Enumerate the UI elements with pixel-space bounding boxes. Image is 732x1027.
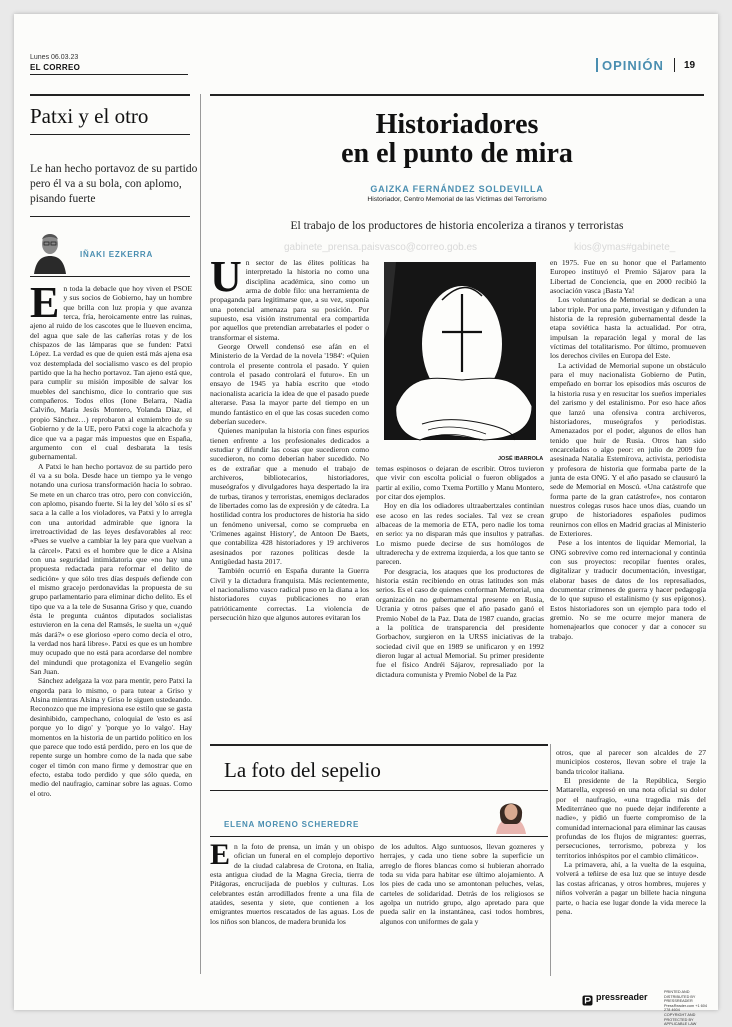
sepelio-title-rule xyxy=(210,790,548,791)
article-illustration xyxy=(376,260,544,458)
sepelio-col2-text: de los adultos. Algo suntuosos, llevan gozneres y herrajes, y cada uno tiene sobre la superficie un arreglo de flores blancas como si hubieran ahorrado toda su vida para habitar ese último alojamiento. A los pies de cada uno se amontonan peluches, velas, carteles de solidaridad. Detrás de los religiosos se agolpa un nutrido grupo, algo apretado para que pueda salir en la instantánea, casi todos hombres, algunos con uniformes de gala y xyxy=(380,842,544,926)
pressreader-logo-text: pressreader xyxy=(596,992,648,1002)
section-label: OPINIÓN xyxy=(602,58,664,73)
sepelio-col-2 xyxy=(380,842,544,978)
sepelio-col3-p2: El presidente de la República, Sergio Mattarella, expresó en una nota oficial su dolor por el naufragio, «una tragedia más del Mediterráneo que no puede dejar indiferente a nadie», y pidió un fuerte compromiso de la comunidad internacional para eliminar las causas profundas de los flujos de migrantes: guerras, persecuciones, terrorismo, pobreza y los territorios inhóspitos por el cambio climático». xyxy=(556,776,706,860)
main-col2-p1: temas espinosos o dejaran de escribir. Otros tuvieron que vivir con escolta policial o fueron obligados a partir al exilio, como Txema Portillo y Manu Montero, por citar dos ejemplos. xyxy=(376,464,544,502)
main-dropcap: U xyxy=(210,252,242,301)
newspaper-page xyxy=(14,14,718,1027)
pressreader-footer[interactable] xyxy=(582,988,712,1027)
fineprint-line-1: PRINTED AND DISTRIBUTED BY PRESSREADER xyxy=(664,990,696,1004)
main-col1-p2: George Orwell condensó ese afán en el Ministerio de la Verdad de la novela '1984': «Quien controla el presente controla el pasado. Y quien controla el pasado controlará el futuro». En un ensayo de 1945 ya había escrito que «todo nacionalista acaricia la idea de que el pasado puede alterarse. Pasa la mayor parte del tiempo en un mundo fantástico en el que las cosas suceden como deberían suceder». xyxy=(210,342,369,426)
pressreader-logo-icon xyxy=(582,991,593,1002)
main-deck: El trabajo de los productores de historia encoleriza a tiranos y terroristas xyxy=(290,220,624,232)
watermark-mid: gabinete_prensa.paisvasco@correo.gob.es xyxy=(284,242,478,253)
sepelio-col3-p1: otros, que al parecer son alcaldes de 27 municipios costeros, llevan sobre el traje la banda tricolor italiana. xyxy=(556,748,706,776)
sepelio-title: La foto del sepelio xyxy=(224,758,381,782)
left-paragraph-3: Sánchez adelgaza la voz para mentir, pero Patxi la engorda para lo mismo, o para tutear a Griso y Alsina mientras Alsina y Griso le siguen ustedeando. Reconozco que me impresiona ese estilo que se gasta desinhibido, campechano, coloquial de 'esto es así porque yo lo digo' y 'porque yo lo valgo'. Hay momentos en la historia de un partido político en los que parece que todo está perdido, pero en los que de repente surge un hombre como de la nada que sabe coger el timón con mano firme y demostrar que en efecto, estaba todo perdido y que sólo queda, en medio del naufragio, caminar sobre las aguas. Como el otro. xyxy=(30,676,192,798)
left-dropcap: E xyxy=(30,278,60,327)
section-bar-left xyxy=(596,58,598,72)
left-author: IÑAKI EZKERRA xyxy=(80,250,154,259)
main-title-line-1: Historiadores xyxy=(375,109,539,140)
main-col1-p1: n sector de las élites políticas ha interpretado la historia no como una disciplina académica, sino como un arma de doble filo: una herramienta de propaganda para legitimarse que, a su vez, suponía una potencial amenaza para su posición. Por supuesto, esa visión instrumental era compartida por aquellos que pretendían arrebatarles el poder o transformar el sistema. xyxy=(210,258,369,342)
left-title-rule xyxy=(30,134,190,135)
main-top-rule xyxy=(210,94,704,96)
sepelio-divider xyxy=(550,744,551,976)
main-col-1 xyxy=(210,252,369,738)
left-paragraph-1: n toda la debacle que hoy viven el PSOE y sus socios de Gobierno, hay un hombre que brilla con luz propia y que avanza terca, fría, heroicamente entre las ruinas, ajeno al ruido de los cascotes que le llueven encima, del agua que sale de las cañerías rotas y de los chispazos de las lámparas que se funden: Patxi López. La verdad es que de quien está más ajena esa voz destemplada del socialismo vasco es del propio partido que la ha hecho portavoz. Tan ajeno está que, para cumplir su misión imposible de salvar los muebles del sanchismo, dice lo contrario que sus compañeros. Todos ellos (Ione Belarra, Nadia Calviño, María Jesús Montero, Yolanda Díaz, el propio Sánchez…) reprobaron al exmiembro de su Gobierno y de la UE, pero Patxi coge la alcachofa y dice que va a pagar más impuestos que en España, argumento con el cual desbarata la tesis gubernamental. xyxy=(30,284,192,462)
left-column-body xyxy=(30,278,192,978)
issue-date: Lunes 06.03.23 xyxy=(30,54,79,61)
sepelio-col3-p3: La primavera, ahí, a la vuelta de la esquina, volverá a teñirse de esa luz que se intuye desde las costas africanas, y otros hombres, mujeres y niños volverán a pagar un billete hacia ninguna parte, o hacia ese lugar donde la vida merece la pena. xyxy=(556,860,706,916)
header-rule-left xyxy=(30,74,188,75)
main-col3-p3: La actividad de Memorial supone un obstáculo para el muy nacionalista Gobierno de Putin, empeñado en borrar los episodios más oscuros de la historia rusa y en resucitar los sueños imperiales del zarismo y del estalinismo. Por eso hace años que lanzó una ofensiva contra archiveros, historiadores, museógrafos y periodistas. Amenazados por el poder, algunos de ellos han tenido que huir de Rusia. Otros han sido encarcelados o algo peor: en julio de 2009 fue asesinada Natalia Estemírova, activista, periodista y profesora de historia que formaba parte de la junta de esta ONG. Y el año pasado se clausuró la sede de Memorial en Moscú. «Una catástrofe que forma parte de la gran catástrofe», nos contaron nuestros colegas rusos hace unos días, cuando un grupo de historiadores españoles pudimos reunirnos con ellos en Madrid gracias al Ministerio de Exteriores. xyxy=(550,360,706,538)
main-title xyxy=(210,110,704,168)
sepelio-col1-text: n la foto de prensa, un imán y un obispo ofician un funeral en el complejo deportivo de la ciudad calabresa de Crotona, en Italia, esta antigua ciudad de la Magna Grecia, tierra de Pitágoras, encrucijada de pueblos y culturas. Los celebrantes están arrodillados frente a una fila de ataúdes, sesenta y siete, que contienen a los emigrantes muertos rescatados de las aguas. Los de los niños son blancos, de madera brunida los xyxy=(210,842,374,926)
sepelio-top-rule xyxy=(210,744,548,746)
sepelio-dropcap: E xyxy=(210,838,231,871)
sepelio-author: ELENA MORENO SCHEREDRE xyxy=(224,820,360,829)
left-author-rule xyxy=(30,276,190,277)
pressreader-fineprint xyxy=(664,990,712,1027)
main-author: GAIZKA FERNÁNDEZ SOLDEVILLA xyxy=(370,184,544,194)
main-col-3 xyxy=(550,258,706,738)
main-col1-p3: Quienes manipulan la historia con fines espurios tienen enfrente a los profesionales dedicados a estudiar y difundir las cosas que sucedieron como sucedieron, no como deberían haber sucedido. No es de extrañar que a menudo el trabajo de archiveros, bibliotecarios, historiadores, museógrafos y divulgadores haya despertado la ira de turbas, tiranos y terroristas, enemigos declarados de libertades como las de expresión y de cátedra. La hostilidad contra los productores de historia ha sido un fenómeno universal, como se comprueba en 'Crímenes against History', de Antoon De Baets, que contabiliza 428 historiadores y 19 archiveros asesinados por razones políticas desde la Antigüedad hasta 2017. xyxy=(210,426,369,566)
fineprint-line-3: COPYRIGHT AND PROTECTED BY APPLICABLE LAW xyxy=(664,1012,697,1027)
left-subtitle-rule xyxy=(30,216,190,217)
main-col2-p2: Hoy en día los odiadores ultraabertzales continúan ese acoso en las redes sociales. Tal vez se crean albaceas de la memoria de ETA, pero nadie los toma en serio: ya no disparan más que insultos y patrañas. Lo mismo puede decirse de sus homólogos de ultraderecha y de extrema izquierda, a los que tanto se parecen. xyxy=(376,501,544,567)
main-col3-p4: Pese a los intentos de liquidar Memorial, la ONG sobrevive como red internacional y continúa con sus proyectos: recopilar fuentes orales, digitalizar y traducir documentación, investigar, elaborar bases de datos de los represaliados, documentar crímenes de guerra y hacer pedagogía de lo que supuso el estalinismo (y sus epígonos). Estos historiadores son un ejemplo para todo el gremio. No se me ocurre mejor manera de homenajearlos que conocer y dar a conocer su trabajo. xyxy=(550,538,706,641)
fineprint-line-2: PressReader.com +1 604 278 4604 xyxy=(664,1003,707,1013)
sepelio-author-rule xyxy=(210,836,548,837)
author-photo-ezkerra xyxy=(30,222,70,274)
left-column-subtitle: Le han hecho portavoz de su partido pero él va a su bola, con aplomo, pisando fuerte xyxy=(30,163,198,205)
sepelio-col-3 xyxy=(556,748,706,978)
column-divider-left xyxy=(200,94,201,974)
watermark-right: kios@ymas#gabinete_ xyxy=(574,242,676,253)
author-photo-moreno xyxy=(488,794,534,834)
sepelio-col-1 xyxy=(210,838,374,978)
main-col3-p2: Los voluntarios de Memorial se dedican a una labor triple. Por una parte, investigan y difunden la historia de la represión gubernamental desde la etapa soviética hasta la actualidad. Por otra, impulsan la reparación legal y moral de las víctimas del totalitarismo. Por último, promueven los derechos civiles en Europa del Este. xyxy=(550,295,706,361)
left-column-title: Patxi y el otro xyxy=(30,104,149,128)
illustration-credit: JOSÉ IBARROLA xyxy=(498,456,544,462)
main-col-2 xyxy=(376,464,544,738)
left-paragraph-2: A Patxi le han hecho portavoz de su partido pero él va a su bola. Desde hace un tiempo ya le vengo notando una curiosa transformación hacia lo sobrao. Se mete en un charco tras otro, pero con convicción, con aplomo, pisando fuerte. Si la ley del 'sólo sí es sí' saca a la calle a los violadores, va Patxi y lo arregla con una autoridad admirable que ignora la irretroactividad de las leyes desfavorables al reo: «Pues se vuelve a cambiar la ley para que vuelvan a la cárcel». Patxi es el hombre que le dice a Alsina con una seguridad intimidatoria que «no hay una propuesta redactada para reformar el delito de sedición» y que sólo tres días después defiende con el mismo gracejo perdonavidas la propuesta de su grupo parlamentario para eliminar dicho delito. Es el tipo que va a la tele de Susanna Griso y que, cuando ésta le pregunta cuántos diputados socialistas estuvieron en la cena del Ramsés, le suelta un «¿qué más dará?» o ese glorioso «pero como decía el otro, la verdad nos hará libres». Patxi es que es un hombre muy ocupado que no está para acordarse del nombre del mindundi que protagoniza el Evangelio según San Juan. xyxy=(30,461,192,677)
main-col3-p1: en 1975. Fue en su honor que el Parlamento Europeo instituyó el Premio Sájarov para la Libertad de Conciencia, que en 2000 recibió la asociación vasca ¡Basta Ya! xyxy=(550,258,706,296)
main-col2-p3: Por desgracia, los ataques que los productores de historia están recibiendo en otras latitudes son más serios. Es el caso de quienes conforman Memorial, una organización no gubernamental presente en Rusia, Ucrania y otros países que el año pasado ganó el Premio Nobel de la Paz. Data de 1987 cuando, gracias a la política de transparencia del presidente Gorbachov, surgieron en la URSS iniciativas de la sociedad civil que en 1989 se unificaron y en 1992 dieron lugar al actual Memorial. Su primer presidente fue el físico Andréi Sájarov, represaliado por la dictadura comunista y Premio Nobel de la Paz xyxy=(376,566,544,679)
left-top-rule xyxy=(30,94,190,96)
main-author-role: Historiador, Centro Memorial de las Víctimas del Terrorismo xyxy=(367,196,547,203)
main-title-line-2: en el punto de mira xyxy=(341,138,573,169)
section-bar-right xyxy=(674,58,675,72)
newspaper-name: EL CORREO xyxy=(30,63,81,72)
page-number: 19 xyxy=(684,60,696,71)
main-col1-p4: También ocurrió en España durante la Guerra Civil y la dictadura franquista. Más recientemente, el nacionalismo vasco radical puso en la diana a los historiadores cuyas publicaciones no eran patrióticamente correctas. La violencia de persecución hizo que algunos autores evitaran los xyxy=(210,566,369,623)
